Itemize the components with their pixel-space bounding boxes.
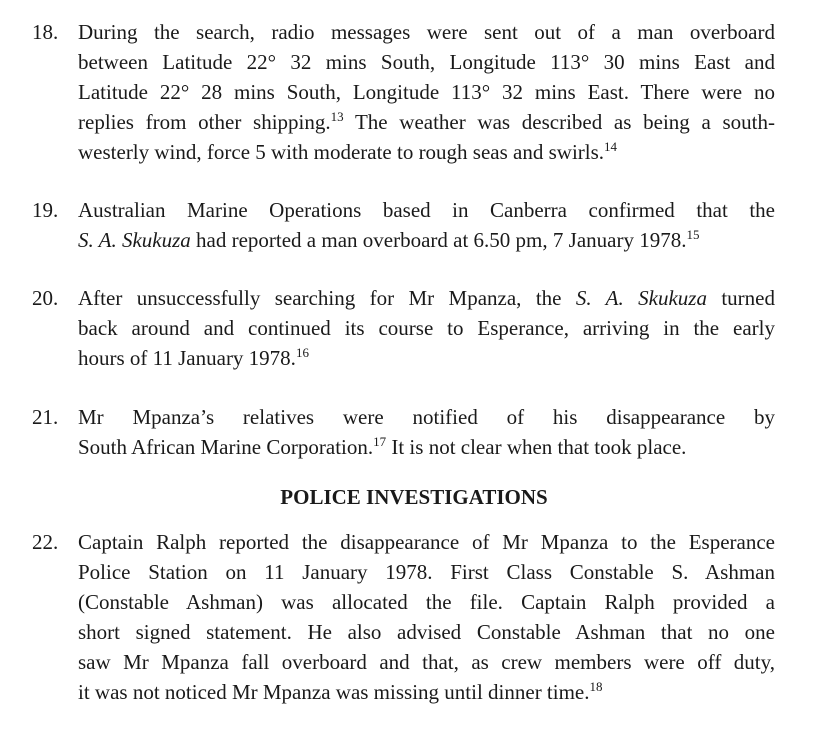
text-line: it was not noticed Mr Mpanza was missing until dinner time.$^{18}$ (78, 679, 603, 704)
text-line: Captain Ralph reported the disappearance of Mr Mpanza to the Esperance (78, 530, 775, 554)
text-line: Mr Mpanza’s relatives were notified of his disappearance by (78, 405, 775, 429)
text-line: hours of 11 January 1978.16 (78, 345, 309, 370)
footnote-ref: 17 (373, 434, 387, 449)
paragraph-number: 20. (32, 286, 59, 310)
footnote-ref: 16 (295, 345, 309, 360)
ship-name: S. A. Skukuza (575, 286, 707, 310)
text-line: westerly wind, force 5 with moderate to rough seas and swirls.$^{14}$ (78, 139, 618, 164)
text-line: During the search, radio messages were sent out of a man overboard (78, 20, 775, 44)
paragraph-number: 22. (32, 530, 59, 554)
footnote-ref: 18 (589, 679, 603, 694)
paragraph-number: 19. (32, 198, 59, 222)
text-line: Australian Marine Operations based in Canberra confirmed that the (78, 198, 775, 222)
footnote-ref: 13 (330, 109, 344, 124)
text-line: Police Station on 11 January 1978. First Class Constable S. Ashman (78, 560, 775, 584)
ship-name: S. A. Skukuza (78, 228, 191, 252)
text-line: saw Mr Mpanza fall overboard and that, as crew members were off duty, (78, 650, 775, 674)
text-line: After unsuccessfully searching for Mr Mpanza, the S. A. Skukuza turned (78, 286, 775, 310)
paragraph-number: 21. (32, 405, 59, 429)
text-line: Latitude 22° 28 mins South, Longitude 113° 32 mins East. There were no (78, 80, 775, 104)
footnote-ref: 15 (686, 227, 700, 242)
text-line: back around and continued its course to Esperance, arriving in the early (78, 316, 775, 340)
section-heading: POLICE INVESTIGATIONS (280, 485, 548, 509)
text-line: (Constable Ashman) was allocated the file. Captain Ralph provided a (78, 590, 775, 614)
text-line: replies from other shipping.$^{13}$ The weather was described as being a south- (78, 109, 775, 134)
paragraph-number: 18. (32, 20, 59, 44)
text-line: between Latitude 22° 32 mins South, Longitude 113° 30 mins East and (78, 50, 775, 74)
footnote-ref: 14 (604, 139, 618, 154)
text-line: short signed statement. He also advised Constable Ashman that no one (78, 620, 775, 644)
text-line: South African Marine Corporation.$^{17}$ It is not clear when that took place. (78, 434, 687, 459)
text-line: S. A. Skukuza had reported a man overboard at 6.50 pm, 7 January 1978.15 (78, 227, 700, 252)
